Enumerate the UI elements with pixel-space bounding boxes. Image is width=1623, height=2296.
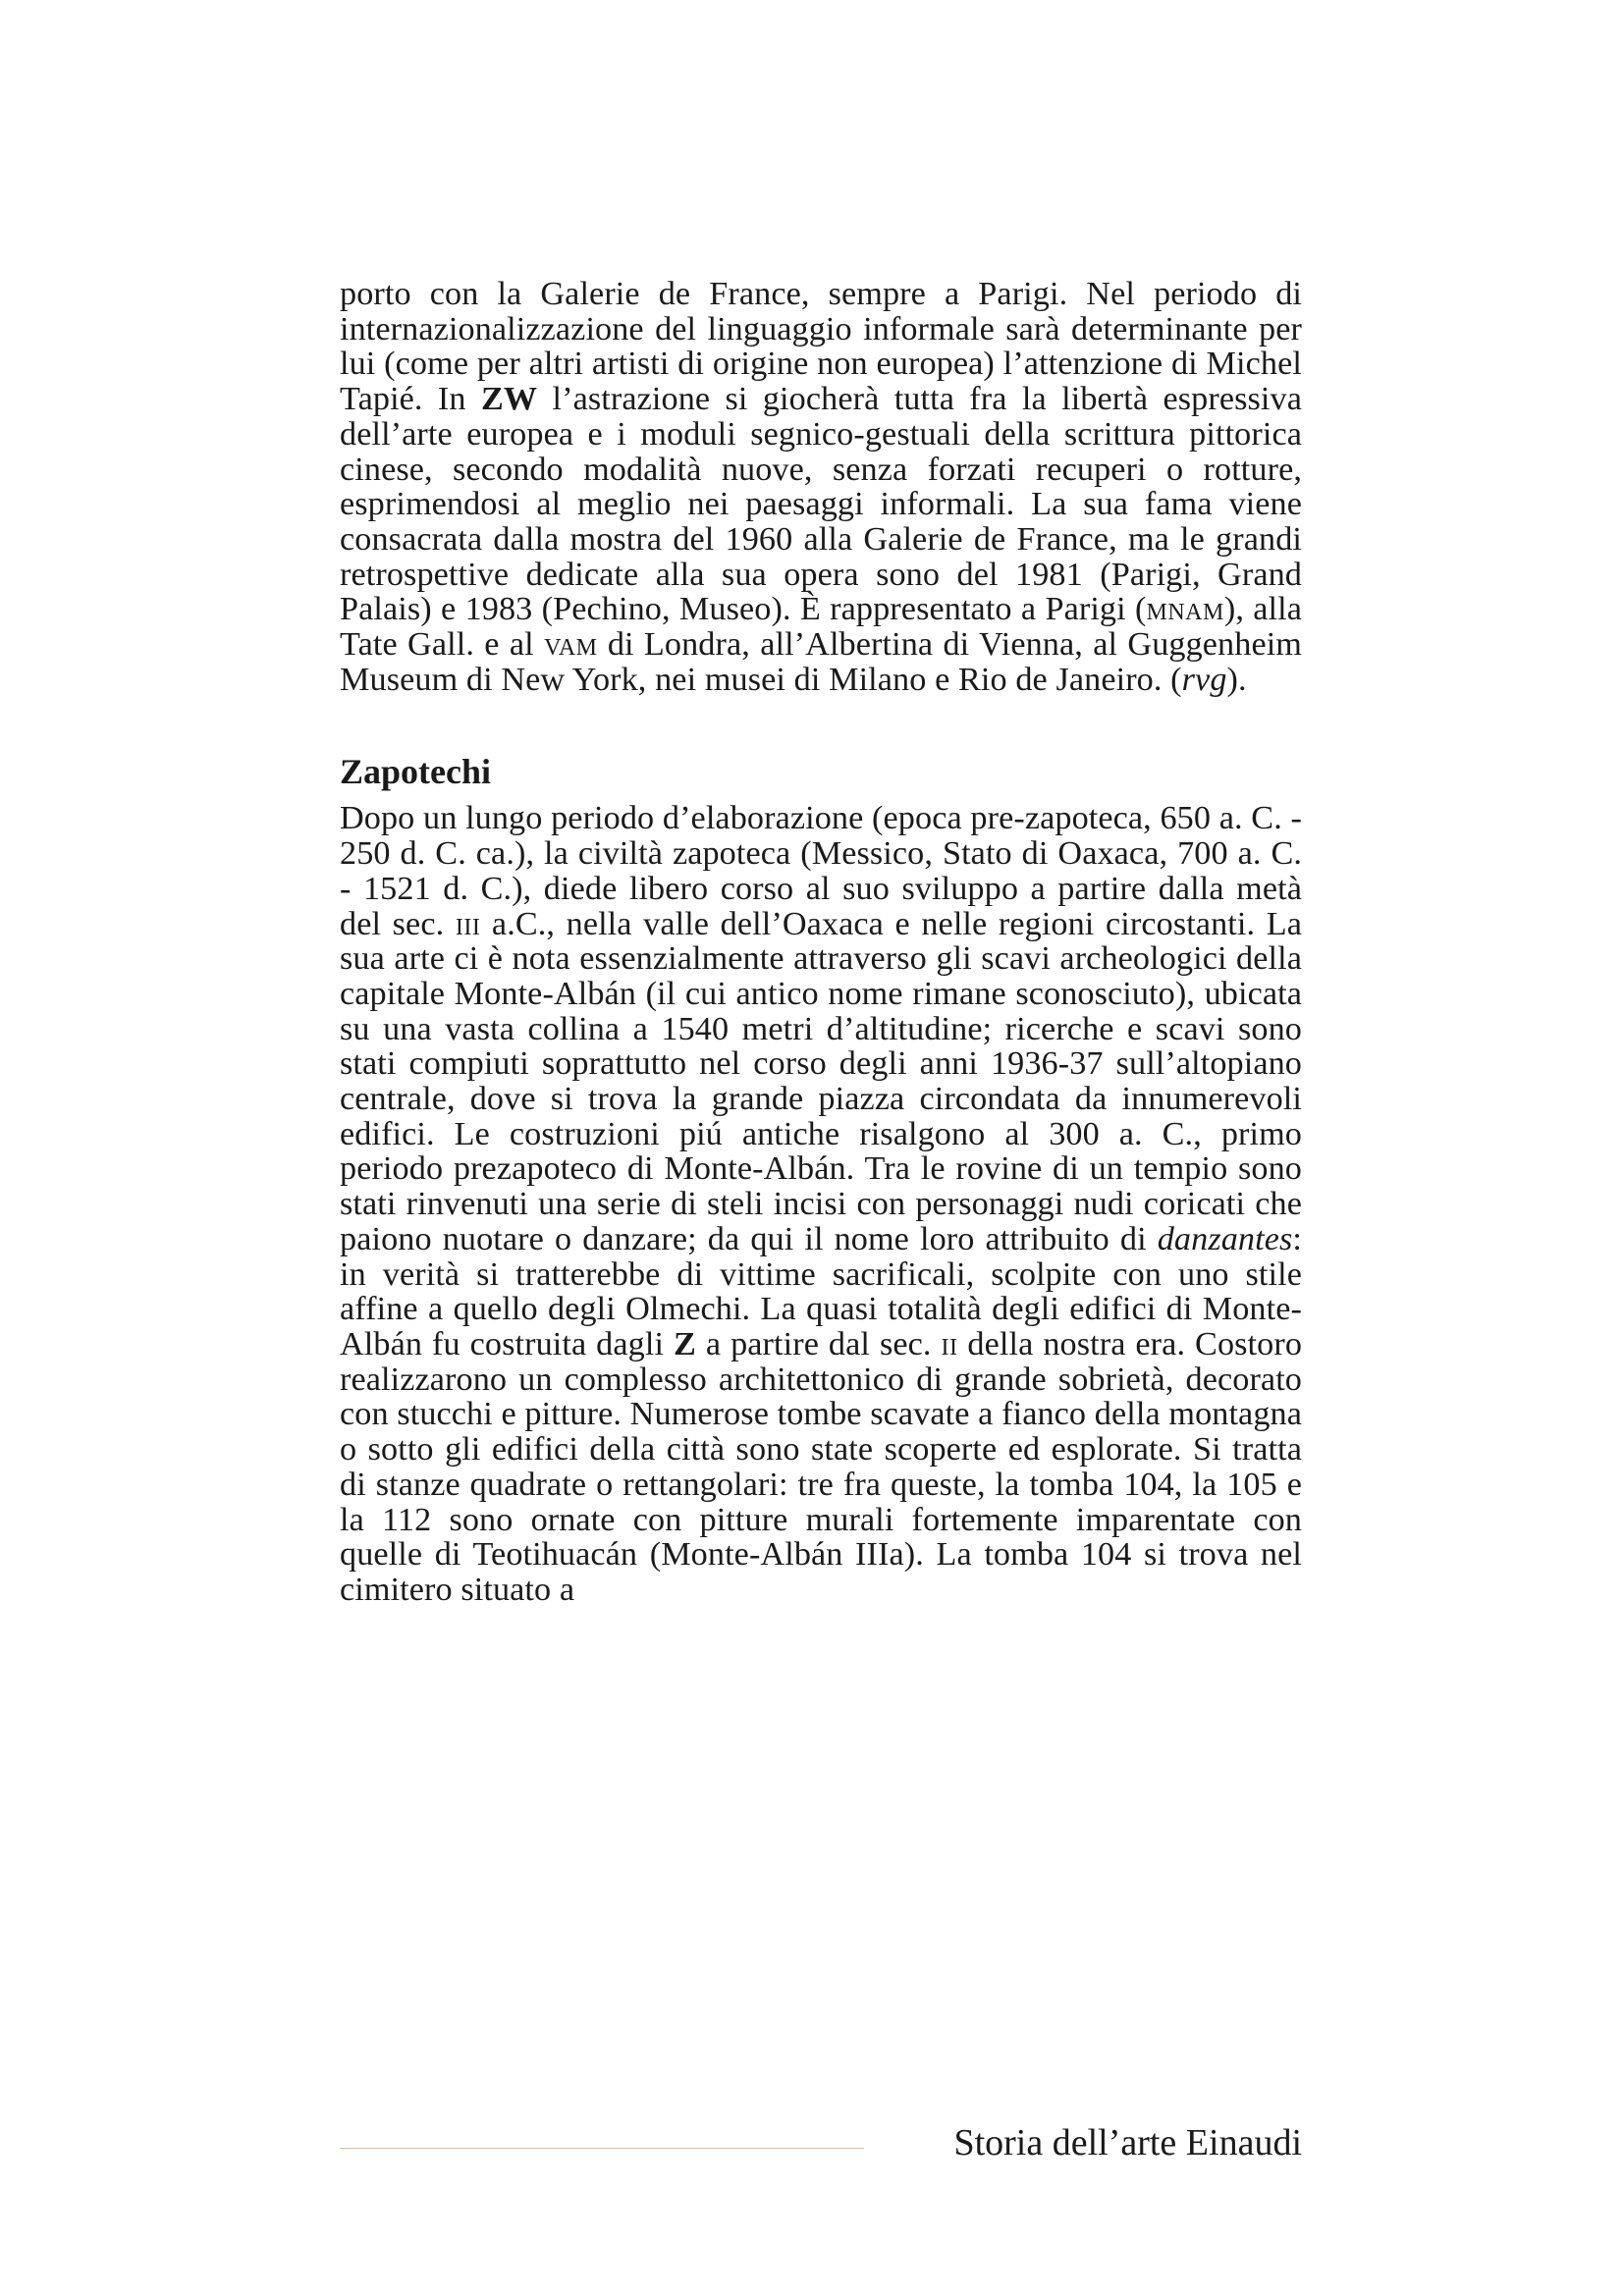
- entry-zapotechi-body: [340, 801, 1302, 1607]
- zapotechi-abbr: Z: [674, 1325, 696, 1362]
- entry-heading-zapotechi: Zapotechi: [340, 752, 492, 792]
- author-initials: rvg: [1181, 661, 1227, 698]
- entry-zw-text-2: l’astrazione si giocherà tutta fra la libertà espressiva dell’arte europea e i moduli segnico-gestuali della scrittura pittorica cinese, secondo modalità nuove, senza forzati recuperi o rotture, esprimendosi al meglio nei paesaggi informali. La sua fama viene consacrata dalla mostra del 1960 alla Galerie de France, ma le grandi retrospettive dedicate alla sua opera sono del 1981 (Parigi, Grand Palais) e 1983 (Pechino, Museo). È rappresentato a Parigi (: [340, 381, 1302, 628]
- entry-zw-text-3: ), alla Tate Gall. e al: [340, 591, 1302, 664]
- zapotechi-text-1: Dopo un lungo periodo d’elaborazione (epoca pre-zapoteca, 650 a. C. - 250 d. C. ca.), la civiltà zapoteca (Messico, Stato di Oaxaca, 700 a. C. - 1521 d. C.), diede libero corso al suo sviluppo a partire dalla metà del sec.: [340, 800, 1302, 942]
- footer-rule: [340, 2148, 864, 2149]
- zapotechi-text-3: : in verità si tratterebbe di vittime sacrificali, scolpite con uno stile affine a quello degli Olmechi. La quasi totalità degli edifici di Monte-Albán fu costruita dagli: [340, 1220, 1302, 1362]
- zapotechi-text-4: a partire dal sec.: [695, 1325, 942, 1362]
- term-danzantes: danzantes: [1157, 1220, 1293, 1257]
- entry-zw-continuation: [340, 277, 1302, 697]
- footer-book-title: Storia dell’arte Einaudi: [953, 2122, 1302, 2163]
- page-footer: [340, 2120, 1302, 2169]
- entry-zw-text-4: di Londra, all’Albertina di Vienna, al Guggenheim Museum di New York, nei musei di Milano e Rio de Janeiro. (: [340, 626, 1303, 698]
- text-column: [340, 277, 1302, 1608]
- museum-abbr-mnam: mnam: [1146, 591, 1224, 628]
- century-numeral-3: iii: [455, 905, 481, 942]
- museum-abbr-vam: vam: [544, 626, 598, 664]
- entry-zw-text-5: ).: [1226, 661, 1247, 698]
- entry-zw-text-1: porto con la Galerie de France, sempre a Parigi. Nel periodo di internazionalizzazione del linguaggio informale sarà determinante per lui (come per altri artisti di origine non europea) l’attenzione di Michel Tapié. In: [340, 276, 1302, 418]
- entry-zw-abbr: ZW: [480, 381, 538, 418]
- century-numeral-2: ii: [941, 1325, 958, 1362]
- zapotechi-text-2: a.C., nella valle dell’Oaxaca e nelle regioni circostanti. La sua arte ci è nota essenzialmente attraverso gli scavi archeologici della capitale Monte-Albán (il cui antico nome rimane sconosciuto), ubicata su una vasta collina a 1540 metri d’altitudine; ricerche e scavi sono stati compiuti soprattutto nel corso degli anni 1936-37 sull’altopiano centrale, dove si trova la grande piazza circondata da innumerevoli edifici. Le costruzioni piú antiche risalgono al 300 a. C., primo periodo prezapoteco di Monte-Albán. Tra le rovine di un tempio sono stati rinvenuti una serie di steli incisi con personaggi nudi coricati che paiono nuotare o danzare; da qui il nome loro attribuito di: [340, 905, 1302, 1257]
- zapotechi-text-5: della nostra era. Costoro realizzarono un complesso architettonico di grande sobrietà, decorato con stucchi e pitture. Numerose tombe scavate a fianco della montagna o sotto gli edifici della città sono state scoperte ed esplorate. Si tratta di stanze quadrate o rettangolari: tre fra queste, la tomba 104, la 105 e la 112 sono ornate con pitture murali fortemente imparentate con quelle di Teotihuacán (Monte-Albán IIIa). La tomba 104 si trova nel cimitero situato a: [340, 1325, 1303, 1608]
